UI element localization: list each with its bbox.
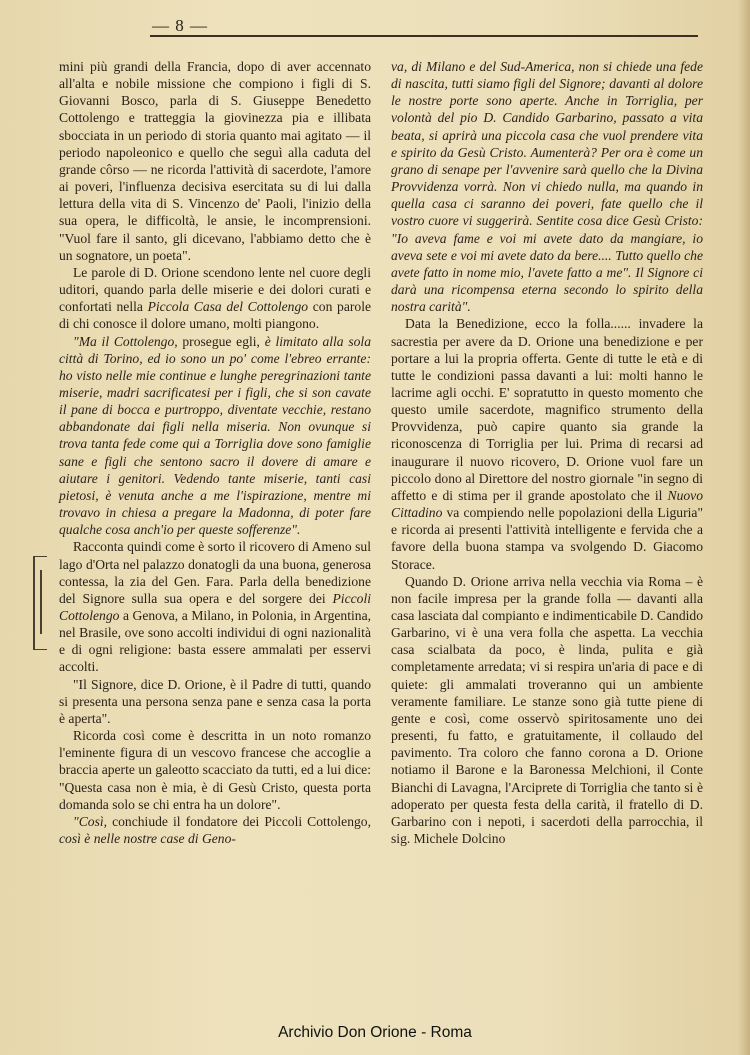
quote-paragraph	[59, 333, 371, 539]
text-run: Le parole di D. Orione scendono lente nel cuore degli uditori, quando parla delle miserie e dei dolori curati e confortati nella	[59, 264, 371, 315]
page-edge-shadow	[738, 0, 750, 1055]
paragraph: "Il Signore, dice D. Orione, è il Padre di tutti, quando si presenta una persona senza pane e senza casa la porta è aperta".	[59, 676, 371, 726]
italic-run: così è nelle nostre case di Geno-	[59, 831, 236, 847]
right-column	[391, 58, 703, 847]
text-run: prosegue egli,	[177, 333, 265, 349]
text-run: con parole di chi conosce il dolore umano, molti piangono.	[59, 299, 371, 332]
quote-paragraph: va, di Milano e del Sud-America, non si chiede una fede di nascita, tutti siamo figli del Signore; davanti al dolore le nostre porte sono aperte. Anche in Torriglia, per volontà del pio D. Candido Garbarino, passato a vita beata, si aprirà una piccola casa che vuol prendere vita e spirito da Gesù Cristo. Aumenterà? Per ora è come un grano di senape per l'avvenire sarà quello che la Divina Provvidenza vorrà. Non vi chiedo nulla, ma quando in quella casa ci saranno dei poveri, fate quello che il vostro cuore vi suggerirà. Sentite cosa dice Gesù Cristo: "Io aveva fame e voi mi avete dato da mangiare, io aveva sete e voi mi avete dato da bere.... Tutto quello che avete fatto in nome mio, l'avete fatto a me". Il Signore ci darà una ricompensa eterna secondo lo spirito della nostra carità".	[391, 59, 703, 315]
italic-title: Piccola Casa del Cottolengo	[147, 299, 309, 315]
italic-run: è limitato alla sola città di Torino, ed io sono un po' come l'ebreo errante: ho visto nelle mie continue e lunghe peregrinazioni tante miserie, madri sacrificatesi per i figli, che si son cavate il pane di bocca e purtroppo, diventate vecchie, restano abbandonate dai figli nella miseria. Non ovunque si trova tanta fede come qui a Torriglia dove sono famiglie sane e figli che sentono sacro il dovere di amare e aiutare i genitori. Vedendo tante miserie, tanti casi pietosi, è venuta anche a me l'ispirazione, mentre mi trovavo in chiesa a pregare la Madonna, di poter fare qualche cosa anch'io per queste sofferenze".	[59, 333, 371, 538]
page-header	[58, 16, 698, 40]
text-run: Racconta quindi come è sorto il ricovero di Ameno sul lago d'Orta nel palazzo donatogli da una buona, generosa contessa, la zia del Gen. Fara. Parla della benedizione del Signore sulla sua opera e del sorgere dei	[59, 539, 371, 606]
text-run: va compiendo nelle popolazioni della Liguria" e ricorda ai presenti l'attività intelligente e fervida che a favore della buona stampa va svolgendo D. Giacomo Storace.	[391, 505, 703, 572]
archive-footer: Archivio Don Orione - Roma	[278, 1024, 472, 1041]
italic-title: Nuovo Cittadino	[391, 487, 703, 521]
text-run: Data la Benedizione, ecco la folla...... invadere la sacrestia per avere da D. Orione una benedizione e per portare a lui la propria offerta. Gente di tutte le età e di tutte le condizioni passa davanti a lui: molti hanno le lacrime agli occhi. E' sopratutto in questo momento che questo umile sacerdote, magnifico strumento della Provvidenza, può capire quanto sia grande la riconoscenza di Torriglia per lui. Prima di recarsi ad inaugurare il nuovo ricovero, D. Orione vuol fare un piccolo dono al Direttore del nostro giornale "in segno di affetto e di stima per il grande apostolato che il	[391, 316, 703, 503]
paragraph	[59, 264, 371, 333]
page-number: — 8 —	[152, 16, 208, 35]
paragraph	[391, 315, 703, 572]
paragraph	[59, 538, 371, 675]
text-run: conchiude il fondatore dei Piccoli Cottolengo,	[107, 813, 371, 829]
italic-run: "Ma il Cottolengo,	[73, 333, 178, 349]
margin-mark	[40, 570, 42, 634]
italic-run: "Così,	[73, 813, 108, 829]
italic-title: Piccoli Cottolengo	[59, 590, 371, 623]
left-column	[59, 58, 371, 847]
paragraph: mini più grandi della Francia, dopo di aver accennato all'alta e nobile missione che compiono i figli di S. Giovanni Bosco, parla di S. Giuseppe Benedetto Cottolengo e tratteggia la giovinezza pia e illibata sbocciata in un periodo di storia quanto mai agitato — il periodo napoleonico e quello che seguì alla caduta del grande côrso — ne ricorda l'attività di sacerdote, l'amore ai poveri, l'influenza decisiva esercitata su di lui dalla lettura della vita di S. Vincenzo de' Paoli, l'inizio della sua opera, le difficoltà, le ansie, le incomprensioni. "Vuol fare il santo, gli dicevano, l'abbiamo detto che è un sognatore, un poeta".	[59, 59, 371, 263]
header-rule	[150, 35, 698, 37]
text-run: a Genova, a Milano, in Polonia, in Argentina, nel Brasile, ove sono accolti individui di ogni nazionalità e di ogni religione: basta essere ammalati per esservi accolti.	[59, 608, 371, 675]
paragraph	[59, 813, 371, 847]
paragraph: Ricorda così come è descritta in un noto romanzo l'eminente figura di un vescovo francese che accoglie a braccia aperte un galeotto scacciato da tutti, ed a lui dice: "Questa casa non è mia, è di Gesù Cristo, questa porta domanda solo se chi entra ha un dolore".	[59, 728, 371, 812]
paragraph: Quando D. Orione arriva nella vecchia via Roma – è non facile impresa per la grande folla — davanti alla casa lasciata dal compianto e indimenticabile D. Candido Garbarino, vi è una vera folla che aspetta. La vecchia casa scialbata da poco, è linda, pulita e già completamente arredata; vi si respira un'aria di pace e di quiete: gli ammalati troveranno qui un ambiente veramente familiare. Le stanze sono già tutte piene di gente e così, come osservò spiritosamente uno dei presenti, fu fatto, e gratuitamente, il collaudo del pavimento. Tra coloro che fanno corona a D. Orione notiamo il Barone e la Baronessa Melchioni, il Conte Bianchi di Lavagna, l'Arciprete di Torriglia che tanto si è adoperato per questa festa della carità, il fratello di D. Garbarino con i nepoti, i sacerdoti della parrocchia, il sig. Michele Dolcino	[391, 573, 703, 847]
